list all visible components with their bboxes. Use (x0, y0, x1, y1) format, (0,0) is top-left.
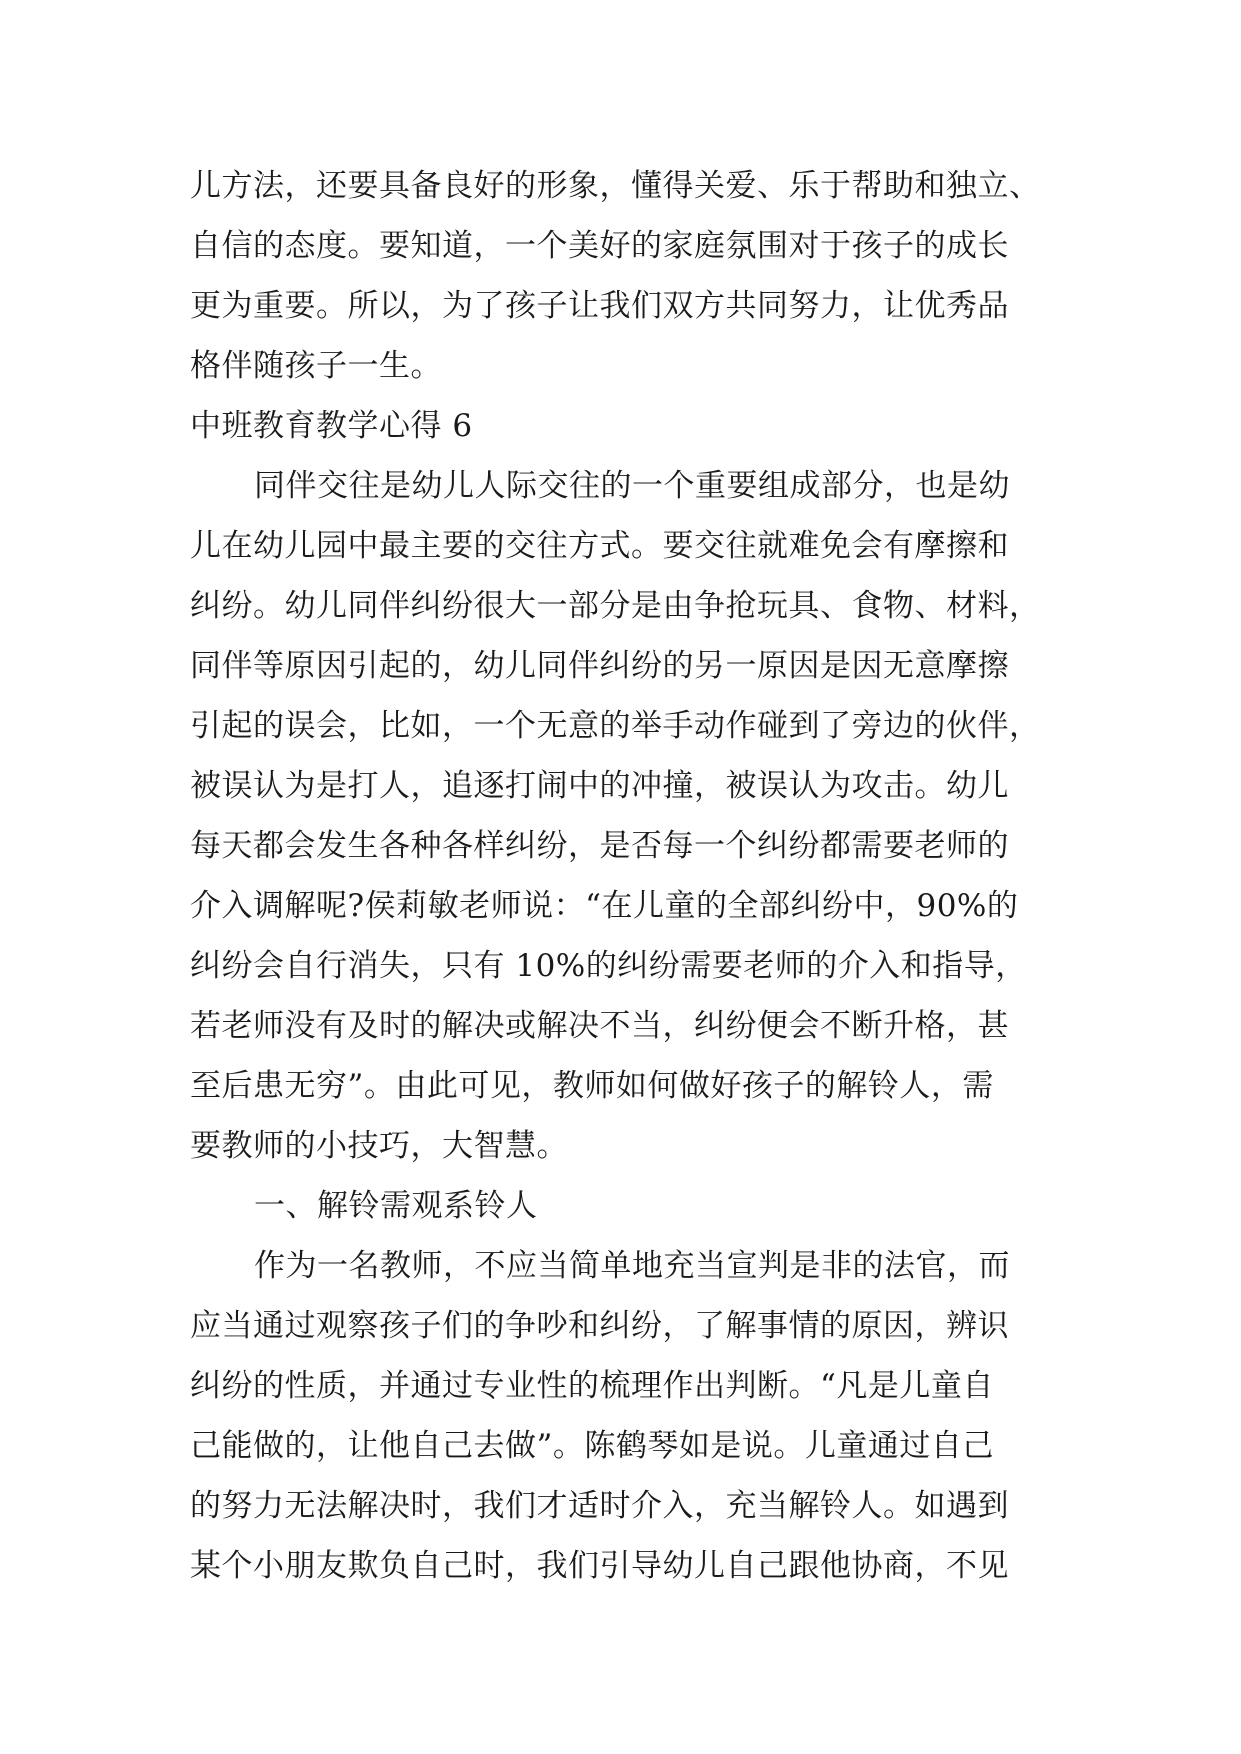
text-line: 格伴随孩子一生。 (190, 348, 442, 384)
text-line: 被误认为是打人，追逐打闹中的冲撞，被误认为攻击。幼儿 (190, 768, 1009, 804)
text-line: 每天都会发生各种各样纠纷，是否每一个纠纷都需要老师的 (190, 828, 1009, 864)
text-line: 同伴等原因引起的，幼儿同伴纠纷的另一原因是因无意摩擦 (190, 648, 1009, 684)
text-line: 纠纷。幼儿同伴纠纷很大一部分是由争抢玩具、食物、材料， (190, 588, 1041, 624)
text-line: 介入调解呢?侯莉敏老师说：“在儿童的全部纠纷中，90%的 (190, 888, 1019, 924)
text-line: 要教师的小技巧，大智慧。 (190, 1128, 568, 1164)
section-heading: 中班教育教学心得 6 (190, 408, 473, 444)
document-body (190, 156, 1060, 1596)
text-line: 应当通过观察孩子们的争吵和纠纷，了解事情的原因，辨识 (190, 1308, 1009, 1344)
text-line: 作为一名教师，不应当简单地充当宣判是非的法官，而 (254, 1248, 1010, 1284)
text-line: 同伴交往是幼儿人际交往的一个重要组成部分，也是幼 (254, 468, 1010, 504)
text-line: 儿方法，还要具备良好的形象，懂得关爱、乐于帮助和独立、 (190, 168, 1041, 204)
text-line: 儿在幼儿园中最主要的交往方式。要交往就难免会有摩擦和 (190, 528, 1009, 564)
text-line: 己能做的，让他自己去做”。陈鹤琴如是说。儿童通过自己 (190, 1428, 994, 1464)
text-line: 纠纷会自行消失，只有 10%的纠纷需要老师的介入和指导， (190, 948, 1027, 984)
text-line: 纠纷的性质，并通过专业性的梳理作出判断。“凡是儿童自 (190, 1368, 994, 1404)
text-line: 至后患无穷”。由此可见，教师如何做好孩子的解铃人，需 (190, 1068, 994, 1104)
text-line: 更为重要。所以，为了孩子让我们双方共同努力，让优秀品 (190, 288, 1009, 324)
subsection-heading: 一、解铃需观系铃人 (254, 1188, 538, 1224)
text-line: 某个小朋友欺负自己时，我们引导幼儿自己跟他协商，不见 (190, 1548, 1009, 1584)
text-line: 引起的误会，比如，一个无意的举手动作碰到了旁边的伙伴， (190, 708, 1041, 744)
text-line: 自信的态度。要知道，一个美好的家庭氛围对于孩子的成长 (190, 228, 1009, 264)
text-line: 若老师没有及时的解决或解决不当，纠纷便会不断升格，甚 (190, 1008, 1009, 1044)
text-line: 的努力无法解决时，我们才适时介入，充当解铃人。如遇到 (190, 1488, 1009, 1524)
